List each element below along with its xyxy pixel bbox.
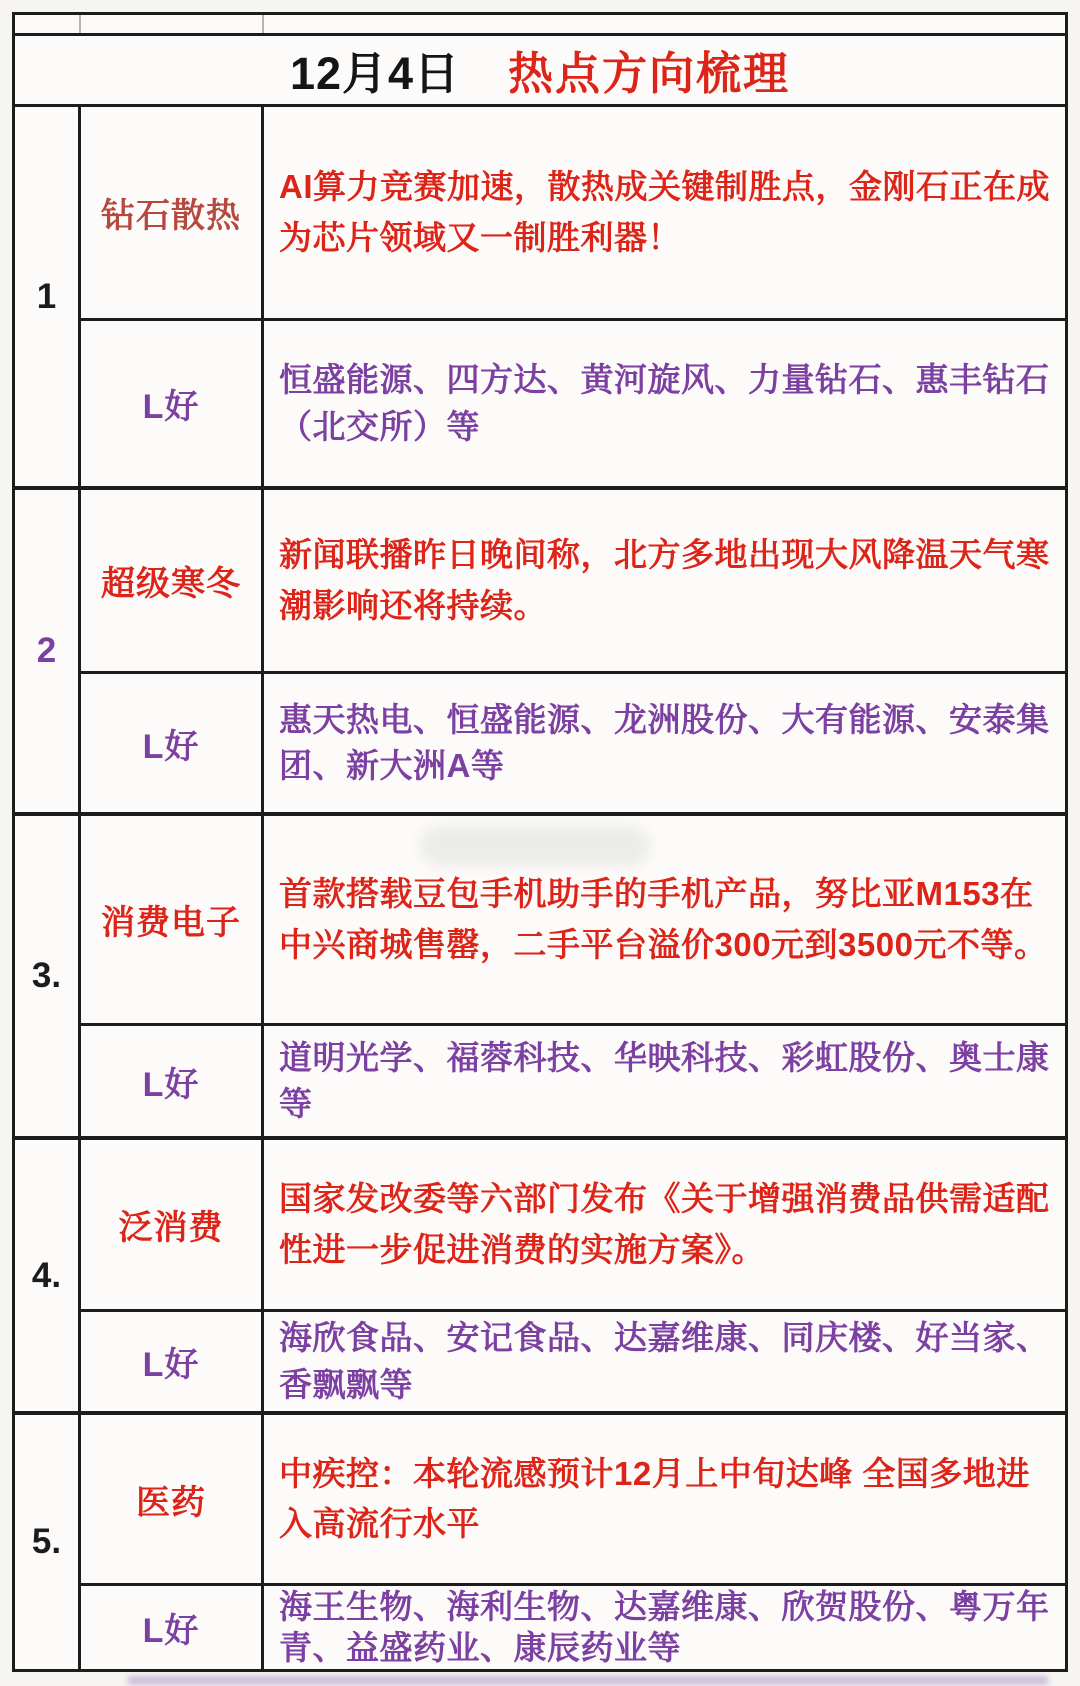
stocks-cell: 道明光学、福蓉科技、华映科技、彩虹股份、奥士康等 — [279, 1038, 1050, 1122]
cropped-top-row — [15, 15, 1065, 36]
stocks-cell: 海欣食品、安记食品、达嘉维康、同庆楼、好当家、香飘飘等 — [279, 1319, 1050, 1403]
table-row — [15, 1415, 1065, 1669]
table-row — [15, 1140, 1065, 1415]
lhao-label: L好 — [81, 1026, 264, 1136]
news-cell: 国家发改委等六部门发布《关于增强消费品供需适配性进一步促进消费的实施方案》。 — [279, 1180, 1050, 1268]
topic-cell: 钻石散热 — [81, 107, 264, 318]
table-row — [15, 490, 1065, 816]
cropped-top-cell-content — [264, 15, 1065, 33]
row-number: 5. — [15, 1415, 81, 1669]
topic-cell: 超级寒冬 — [81, 490, 264, 671]
lhao-label: L好 — [81, 321, 264, 486]
page-title: 热点方向梳理 — [508, 48, 791, 100]
stocks-cell: 惠天热电、恒盛能源、龙洲股份、大有能源、安泰集团、新大洲A等 — [279, 700, 1050, 784]
table-row — [15, 107, 1065, 490]
row-number: 1 — [15, 107, 81, 486]
lhao-label: L好 — [81, 1586, 264, 1669]
cropped-top-cell-number — [15, 15, 81, 33]
topic-cell: 泛消费 — [81, 1140, 264, 1309]
row-number: 3. — [15, 816, 81, 1136]
stocks-cell: 恒盛能源、四方达、黄河旋风、力量钻石、惠丰钻石（北交所）等 — [279, 361, 1050, 445]
topic-cell: 医药 — [81, 1415, 264, 1583]
news-cell: AI算力竞赛加速，散热成关键制胜点，金刚石正在成为芯片领域又一制胜利器！ — [279, 168, 1050, 256]
cropped-top-cell-topic — [81, 15, 264, 33]
lhao-label: L好 — [81, 674, 264, 812]
topic-cell: 消费电子 — [81, 816, 264, 1023]
news-cell: 新闻联播昨日晚间称，北方多地出现大风降温天气寒潮影响还将持续。 — [279, 536, 1050, 624]
stocks-cell: 海王生物、海利生物、达嘉维康、欣贺股份、粤万年青、益盛药业、康辰药业等 — [279, 1588, 1050, 1666]
news-cell: 中疾控：本轮流感预计12月上中旬达峰 全国多地进入高流行水平 — [279, 1454, 1030, 1542]
row-number: 4. — [15, 1140, 81, 1411]
cropped-bottom-text-smudge — [128, 1676, 1048, 1685]
lhao-label: L好 — [81, 1312, 264, 1411]
faded-watermark-smudge — [420, 826, 650, 866]
title-date: 12月4日 — [289, 48, 461, 100]
news-cell: 首款搭载豆包手机助手的手机产品，努比亚M153在中兴商城售罄，二手平台溢价300元到3500元不等。 — [279, 875, 1048, 963]
row-number: 2 — [15, 490, 81, 812]
table-title-row — [15, 36, 1065, 107]
